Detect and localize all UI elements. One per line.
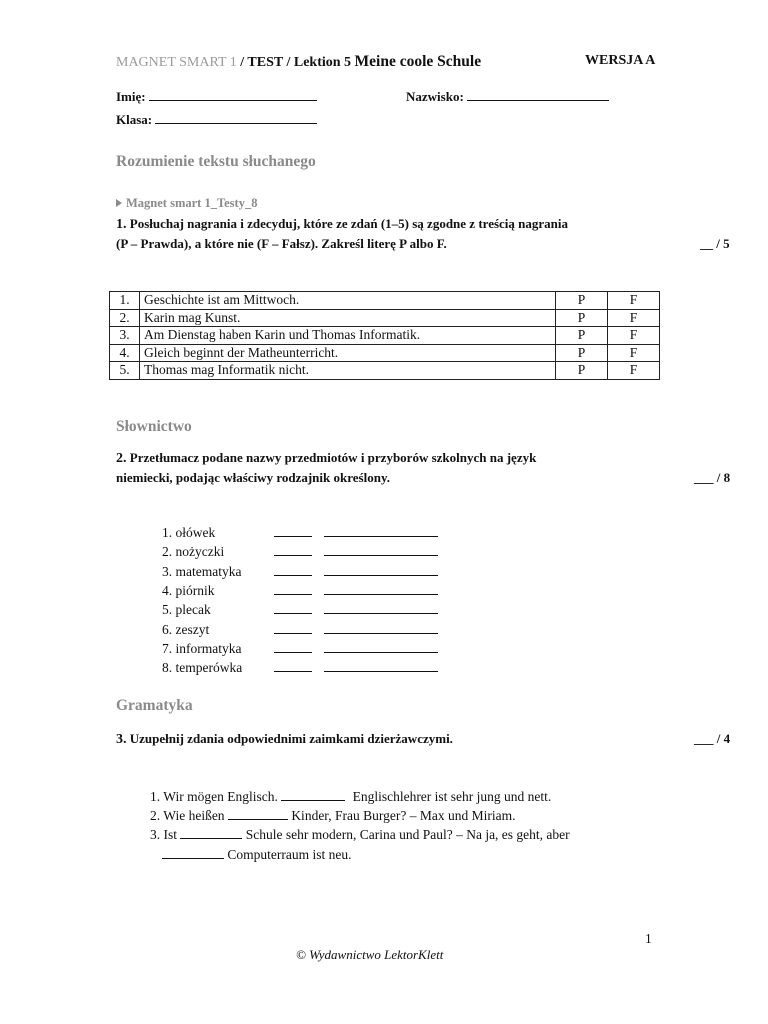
vocab-item — [162, 523, 438, 541]
sentence-part: Computerraum ist neu. — [227, 847, 352, 862]
option-f[interactable]: F — [608, 344, 660, 362]
sentence-part: 3. Ist — [150, 827, 177, 842]
task2-score: ___ / 8 — [694, 470, 731, 485]
audio-track-label: Magnet smart 1_Testy_8 — [126, 196, 258, 210]
grammar-sentence-3-continued — [162, 846, 351, 863]
row-statement: Geschichte ist am Mittwoch. — [140, 292, 556, 310]
play-icon[interactable] — [116, 199, 122, 207]
table-row — [110, 309, 660, 327]
row-statement: Karin mag Kunst. — [140, 309, 556, 327]
true-false-table — [109, 291, 660, 380]
task1-text-line1: Posłuchaj nagrania i zdecyduj, które ze zdań (1–5) są zgodne z treścią nagrania — [129, 216, 568, 231]
pronoun-blank[interactable] — [228, 807, 288, 820]
vocab-item — [162, 620, 438, 638]
vocab-item — [162, 639, 438, 657]
article-blank[interactable] — [274, 581, 312, 595]
sentence-part: Englischlehrer ist sehr jung und nett. — [352, 789, 552, 804]
sentence-part: 2. Wie heißen — [150, 808, 225, 823]
grammar-sentence-1 — [150, 788, 551, 805]
vocab-word: 6. zeszyt — [162, 622, 210, 637]
sentence-part: Kinder, Frau Burger? – Max und Miriam. — [291, 808, 516, 823]
lesson-word: Lektion 5 — [293, 55, 352, 70]
vocab-word: 8. temperówka — [162, 660, 243, 675]
row-number: 5. — [110, 362, 140, 380]
row-statement: Thomas mag Informatik nicht. — [140, 362, 556, 380]
task3-line — [116, 731, 453, 748]
name-line — [149, 89, 317, 101]
vocab-item — [162, 542, 438, 560]
sentence-part: Schule sehr modern, Carina und Paul? – Na ja, es geht, aber — [245, 827, 570, 842]
series-name: MAGNET SMART 1 — [116, 55, 237, 70]
option-f[interactable]: F — [608, 327, 660, 345]
surname-line — [467, 89, 609, 101]
table-row — [110, 362, 660, 380]
task3-text: Uzupełnij zdania odpowiednimi zaimkami dzierżawczymi. — [129, 731, 453, 746]
vocab-word: 4. piórnik — [162, 583, 215, 598]
class-field — [116, 112, 317, 128]
option-f[interactable]: F — [608, 309, 660, 327]
class-label: Klasa: — [116, 112, 153, 127]
translation-blank[interactable] — [324, 639, 438, 653]
class-line — [155, 112, 317, 124]
translation-blank[interactable] — [324, 600, 438, 614]
article-blank[interactable] — [274, 523, 312, 537]
translation-blank[interactable] — [324, 658, 438, 672]
option-p[interactable]: P — [556, 309, 608, 327]
row-number: 4. — [110, 344, 140, 362]
task2-line1 — [116, 450, 536, 467]
article-blank[interactable] — [274, 542, 312, 556]
translation-blank[interactable] — [324, 581, 438, 595]
option-p[interactable]: P — [556, 327, 608, 345]
translation-blank[interactable] — [324, 523, 438, 537]
section-title-grammar: Gramatyka — [116, 697, 193, 714]
test-label: / TEST / — [236, 55, 294, 70]
row-number: 2. — [110, 309, 140, 327]
option-p[interactable]: P — [556, 292, 608, 310]
vocab-item — [162, 600, 438, 618]
vocab-word: 2. nożyczki — [162, 544, 225, 559]
article-blank[interactable] — [274, 620, 312, 634]
table-row — [110, 344, 660, 362]
task2-text-line1: Przetłumacz podane nazwy przedmiotów i przyborów szkolnych na język — [129, 450, 537, 465]
grammar-sentence-2 — [150, 807, 515, 824]
name-label: Imię: — [116, 89, 146, 104]
article-blank[interactable] — [274, 639, 312, 653]
task3-score: ___ / 4 — [694, 731, 731, 746]
row-number: 3. — [110, 327, 140, 345]
task1-line1 — [116, 216, 568, 233]
translation-blank[interactable] — [324, 542, 438, 556]
pronoun-blank[interactable] — [180, 826, 242, 839]
task2-number: 2. — [116, 451, 127, 466]
option-p[interactable]: P — [556, 344, 608, 362]
pronoun-blank[interactable] — [281, 788, 345, 801]
task3-number: 3. — [116, 732, 127, 747]
vocab-word: 7. informatyka — [162, 641, 242, 656]
translation-blank[interactable] — [324, 620, 438, 634]
task1-score: __ / 5 — [700, 236, 730, 251]
option-p[interactable]: P — [556, 362, 608, 380]
copyright: © Wydawnictwo LektorKlett — [296, 947, 444, 962]
row-statement: Gleich beginnt der Matheunterricht. — [140, 344, 556, 362]
surname-field — [406, 89, 609, 105]
translation-blank[interactable] — [324, 562, 438, 576]
vocab-item — [162, 658, 438, 676]
sentence-part: 1. Wir mögen Englisch. — [150, 789, 278, 804]
row-statement: Am Dienstag haben Karin und Thomas Informatik. — [140, 327, 556, 345]
task1-number: 1. — [116, 217, 127, 232]
vocab-word: 5. plecak — [162, 602, 211, 617]
article-blank[interactable] — [274, 658, 312, 672]
page-number: 1 — [645, 931, 652, 946]
pronoun-blank[interactable] — [162, 846, 224, 859]
option-f[interactable]: F — [608, 292, 660, 310]
section-title-vocabulary: Słownictwo — [116, 418, 192, 435]
version-label: WERSJA A — [585, 53, 656, 68]
vocab-word: 3. matematyka — [162, 564, 242, 579]
table-row — [110, 292, 660, 310]
table-row — [110, 327, 660, 345]
surname-label: Nazwisko: — [406, 89, 464, 104]
task1-text-line2: (P – Prawda), a które nie (F – Fałsz). Zakreśl literę P albo F. — [116, 236, 447, 251]
audio-track[interactable] — [116, 196, 257, 211]
option-f[interactable]: F — [608, 362, 660, 380]
vocab-item — [162, 562, 438, 580]
article-blank[interactable] — [274, 562, 312, 576]
grammar-sentence-3 — [150, 826, 570, 843]
article-blank[interactable] — [274, 600, 312, 614]
vocab-item — [162, 581, 438, 599]
name-field — [116, 89, 317, 105]
row-number: 1. — [110, 292, 140, 310]
document-header — [116, 53, 481, 71]
vocab-word: 1. ołówek — [162, 525, 216, 540]
section-title-listening: Rozumienie tekstu słuchanego — [116, 153, 316, 170]
lesson-title: Meine coole Schule — [354, 53, 482, 70]
task2-text-line2: niemiecki, podając właściwy rodzajnik określony. — [116, 470, 390, 485]
